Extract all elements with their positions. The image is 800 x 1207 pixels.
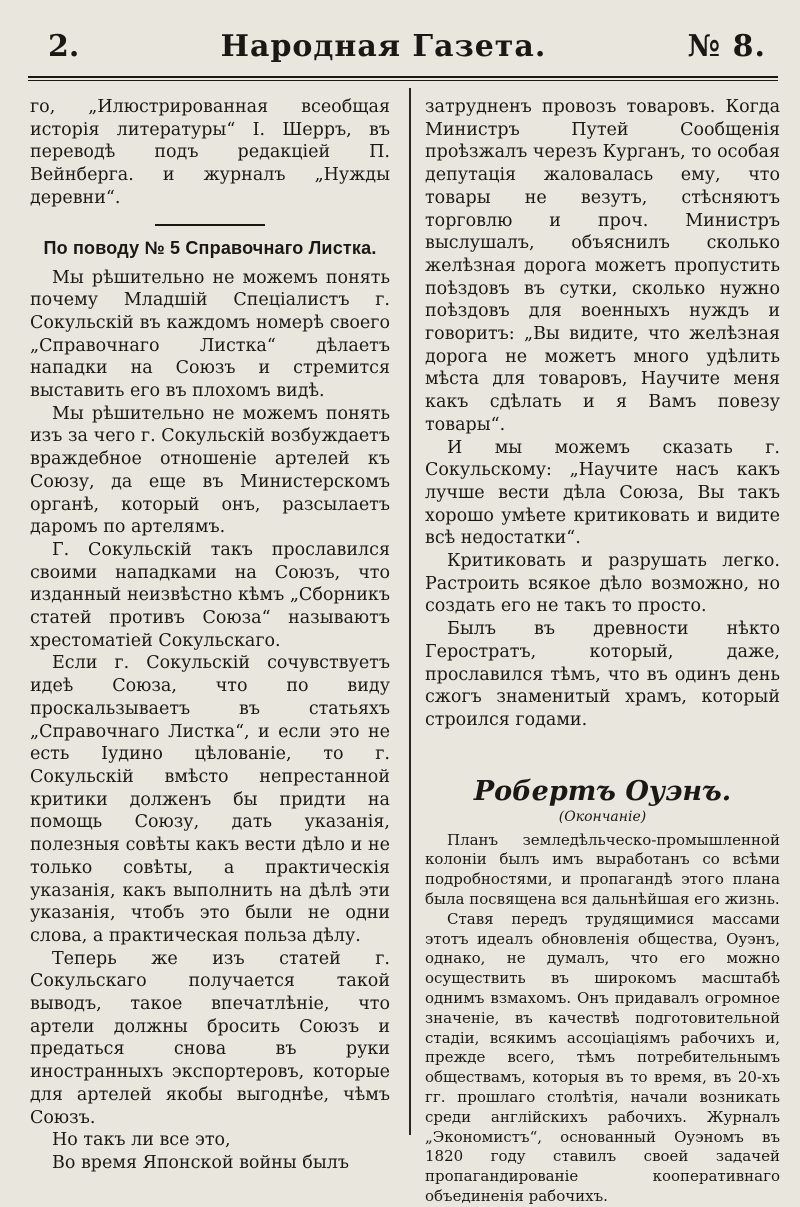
article-paragraph: Планъ земледѣльческо-промышленной колоніи былъ имъ выработанъ со всѣми подробностями, и пропагандѣ этого плана была посвящена вся дальнѣйшая его жизнь. [425, 830, 780, 909]
right-column [425, 96, 780, 1206]
paragraph: Если г. Сокульскій сочувствуетъ идеѣ Союза, что по виду проскальзываетъ въ статьяхъ „Справочнаго Листка“, и если это не есть Іудино цѣлованіе, то г. Сокульскій вмѣсто непрестанной критики долженъ бы придти на помощь Союзу, дать указанія, полезныя совѣты какъ вести дѣло и не только совѣты, а практическія указанія, какъ выполнить на дѣлѣ эти указанія, чтобъ это были не одни слова, а практическая польза дѣлу. [30, 653, 390, 946]
article-subtitle: (Окончаніе) [558, 808, 647, 825]
paragraph: Былъ въ древности нѣкто Геростратъ, который, даже, прославился тѣмъ, что въ одинъ день сжогъ знаменитый храмъ, который строился годами. [425, 619, 780, 730]
paragraph: Во время Японской войны былъ [52, 1152, 350, 1173]
intro-paragraph: го, „Илюстрированная всеобщая исторія литературы“ І. Шерръ, въ переводѣ подъ редакціей П. Вейнберга. и журналъ „Нужды деревни“. [30, 97, 390, 208]
paragraph: Г. Сокульскій такъ прославился своими нападками на Союзъ, что изданный неизвѣстно кѣмъ „Сборникъ статей противъ Союза“ называютъ хрестоматіей Сокульскаго. [30, 539, 390, 651]
page-number: 2. [48, 28, 80, 64]
paragraph: затрудненъ провозъ товаровъ. Когда Министръ Путей Сообщенія проѣзжалъ черезъ Курганъ, то особая депутація жаловалась ему, что товары не везутъ, стѣсняютъ торговлю и проч. Министръ выслушалъ, объяснилъ сколько желѣзная дорога можетъ пропустить поѣздовъ въ сутки, сколько нужно поѣздовъ для военныхъ нуждъ и говоритъ: „Вы видите, что желѣзная дорога не можетъ много удѣлить мѣста для товаровъ, Научите меня какъ сдѣлать и я Вамъ повезу товары“. [425, 97, 780, 435]
article-body [425, 831, 780, 1207]
article-title: Робертъ Оуэнъ. [473, 775, 732, 807]
column-divider [409, 88, 411, 1135]
paragraph: И мы можемъ сказать г. Сокульскому: „Научите насъ какъ лучше вести дѣла Союза, Вы такъ хорошо умѣете критиковать и видите всѣ недостатки“. [425, 437, 780, 549]
article-paragraph: Ставя передъ трудящимися массами этотъ идеалъ обновленія общества, Оуэнъ, однако, не думалъ, что его можно осуществить въ широкомъ масштабѣ однимъ взмахомъ. Онъ придавалъ огромное значеніе, въ качествѣ подготовительной стадіи, всякимъ ассоціаціямъ рабочихъ и, прежде всего, тѣмъ потребительнымъ обществамъ, которыя въ то время, въ 20-хъ гг. прошлаго столѣтія, начали возникать среди англійскихъ рабочихъ. Журналъ „Экономистъ“, основанный Оуэномъ въ 1820 году ставилъ своей задачей пропагандированіе кооперативнаго объединенія рабочихъ. [425, 909, 780, 1206]
paragraph: Мы рѣшительно не можемъ понять изъ за чего г. Сокульскій возбуждаетъ враждебное отношеніе артелей къ Союзу, да еще въ Министерскомъ органѣ, который онъ, разсылаетъ даромъ по артелямъ. [30, 403, 390, 538]
gazette-title: Народная Газета. [220, 28, 547, 64]
section-title: По поводу № 5 Справочнаго Листка. [43, 237, 377, 258]
header-rule [28, 76, 778, 81]
paragraph: Теперь же изъ статей г. Сокульскаго получается такой выводъ, такое впечатлѣніе, что артели должны бросить Союзъ и предаться снова въ руки иностранныхъ экспортеровъ, которые для артелей якобы выгоднѣе, чѣмъ Союзъ. [30, 948, 390, 1128]
issue-number: № 8. [687, 28, 766, 64]
paragraph: Критиковать и разрушать легко. Растроить всякое дѣло возможно, но создать его не такъ то просто. [425, 551, 780, 617]
section-divider [155, 224, 265, 226]
masthead [30, 18, 774, 74]
paragraph: Мы рѣшительно не можемъ понять почему Младшій Спеціалистъ г. Сокульскій въ каждомъ номерѣ своего „Справочнаго Листка“ дѣлаетъ нападки на Союзъ и стремится выставить его въ плохомъ видѣ. [30, 267, 390, 402]
left-column [30, 96, 390, 1173]
paragraph: Но такъ ли все это, [52, 1130, 231, 1151]
